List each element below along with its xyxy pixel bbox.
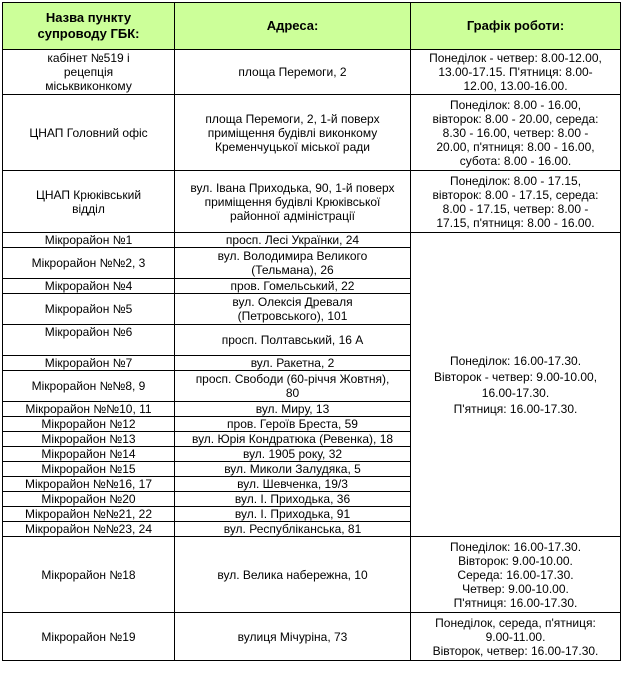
address-cell: площа Перемоги, 2 (175, 50, 411, 95)
point-name: Мікрорайон №6 (3, 325, 175, 356)
address-cell: площа Перемоги, 2, 1-й поверх приміщення будівлі виконкому Кременчуцької міської ради (175, 95, 411, 171)
table-row (3, 613, 621, 661)
address-cell: вул. Велика набережна, 10 (175, 537, 411, 613)
header-schedule: Графік роботи: (411, 3, 621, 50)
address-cell: вул. Республіканська, 81 (175, 522, 411, 537)
point-name: Мікрорайон №15 (3, 462, 175, 477)
schedule-cell: Понеділок: 16.00-17.30. Вівторок: 9.00-10.00. Середа: 16.00-17.30. Четвер: 9.00-10.00. П'ятниця: 16.00-17.30. (411, 537, 621, 613)
point-name: Мікрорайон №№23, 24 (3, 522, 175, 537)
point-name: Мікрорайон №18 (3, 537, 175, 613)
point-name: ЦНАП Головний офіс (3, 95, 175, 171)
point-name: Мікрорайон №7 (3, 356, 175, 371)
address-cell: просп. Полтавський, 16 А (175, 325, 411, 356)
point-name: Мікрорайон №№21, 22 (3, 507, 175, 522)
point-name: Мікрорайон №№10, 11 (3, 402, 175, 417)
address-cell: просп. Свободи (60-річчя Жовтня), 80 (175, 371, 411, 402)
districts-schedule-cell: Понеділок: 16.00-17.30. Вівторок - четвер: 9.00-10.00, 16.00-17.30. П'ятниця: 16.00-17.30. (411, 233, 621, 537)
point-name: ЦНАП Крюківський відділ (3, 171, 175, 233)
address-cell: вул. Володимира Великого (Тельмана), 26 (175, 248, 411, 279)
header-row (3, 3, 621, 50)
schedule-cell: Понеділок: 8.00 - 17.15, вівторок: 8.00 - 17.15, середа: 8.00 - 17.15, четвер: 8.00 - 17.15, п'ятниця: 8.00 - 16.00. (411, 171, 621, 233)
header-point: Назва пункту супроводу ГБК: (3, 3, 175, 50)
address-cell: вул. І. Приходька, 91 (175, 507, 411, 522)
point-name: Мікрорайон №4 (3, 279, 175, 294)
header-address: Адреса: (175, 3, 411, 50)
point-name: Мікрорайон №20 (3, 492, 175, 507)
address-cell: вул. І. Приходька, 36 (175, 492, 411, 507)
point-name: Мікрорайон №№2, 3 (3, 248, 175, 279)
point-name: Мікрорайон №№8, 9 (3, 371, 175, 402)
address-cell: вул. Миру, 13 (175, 402, 411, 417)
point-name: Мікрорайон №1 (3, 233, 175, 248)
address-cell: вул. Юрія Кондратюка (Ревенка), 18 (175, 432, 411, 447)
address-cell: просп. Лесі Українки, 24 (175, 233, 411, 248)
address-cell: вул. Ракетна, 2 (175, 356, 411, 371)
address-cell: вулиця Мічуріна, 73 (175, 613, 411, 661)
address-cell: вул. Шевченка, 19/3 (175, 477, 411, 492)
point-name: Мікрорайон №14 (3, 447, 175, 462)
point-name: кабінет №519 і рецепція міськвиконкому (3, 50, 175, 95)
table-row (3, 171, 621, 233)
schedule-cell: Понеділок, середа, п'ятниця: 9.00-11.00. Вівторок, четвер: 16.00-17.30. (411, 613, 621, 661)
schedule-cell: Понеділок: 8.00 - 16.00, вівторок: 8.00 - 20.00, середа: 8.30 - 16.00, четвер: 8.00 - 20.00, п'ятниця: 8.00 - 16.00, субота: 8.00 - 16.00. (411, 95, 621, 171)
address-cell: вул. Олексія Древаля (Петровського), 101 (175, 294, 411, 325)
table-row (3, 95, 621, 171)
point-name: Мікрорайон №12 (3, 417, 175, 432)
table-row (3, 537, 621, 613)
point-name: Мікрорайон №19 (3, 613, 175, 661)
address-cell: вул. Івана Приходька, 90, 1-й поверх приміщення будівлі Крюківської районної адміністрації (175, 171, 411, 233)
schedule-table (2, 2, 621, 661)
address-cell: пров. Героїв Бреста, 59 (175, 417, 411, 432)
point-name: Мікрорайон №5 (3, 294, 175, 325)
schedule-cell: Понеділок - четвер: 8.00-12.00, 13.00-17.15. П'ятниця: 8.00- 12.00, 13.00-16.00. (411, 50, 621, 95)
point-name: Мікрорайон №№16, 17 (3, 477, 175, 492)
address-cell: пров. Гомельський, 22 (175, 279, 411, 294)
table-row (3, 50, 621, 95)
address-cell: вул. 1905 року, 32 (175, 447, 411, 462)
address-cell: вул. Миколи Залудяка, 5 (175, 462, 411, 477)
table-row (3, 233, 621, 248)
point-name: Мікрорайон №13 (3, 432, 175, 447)
